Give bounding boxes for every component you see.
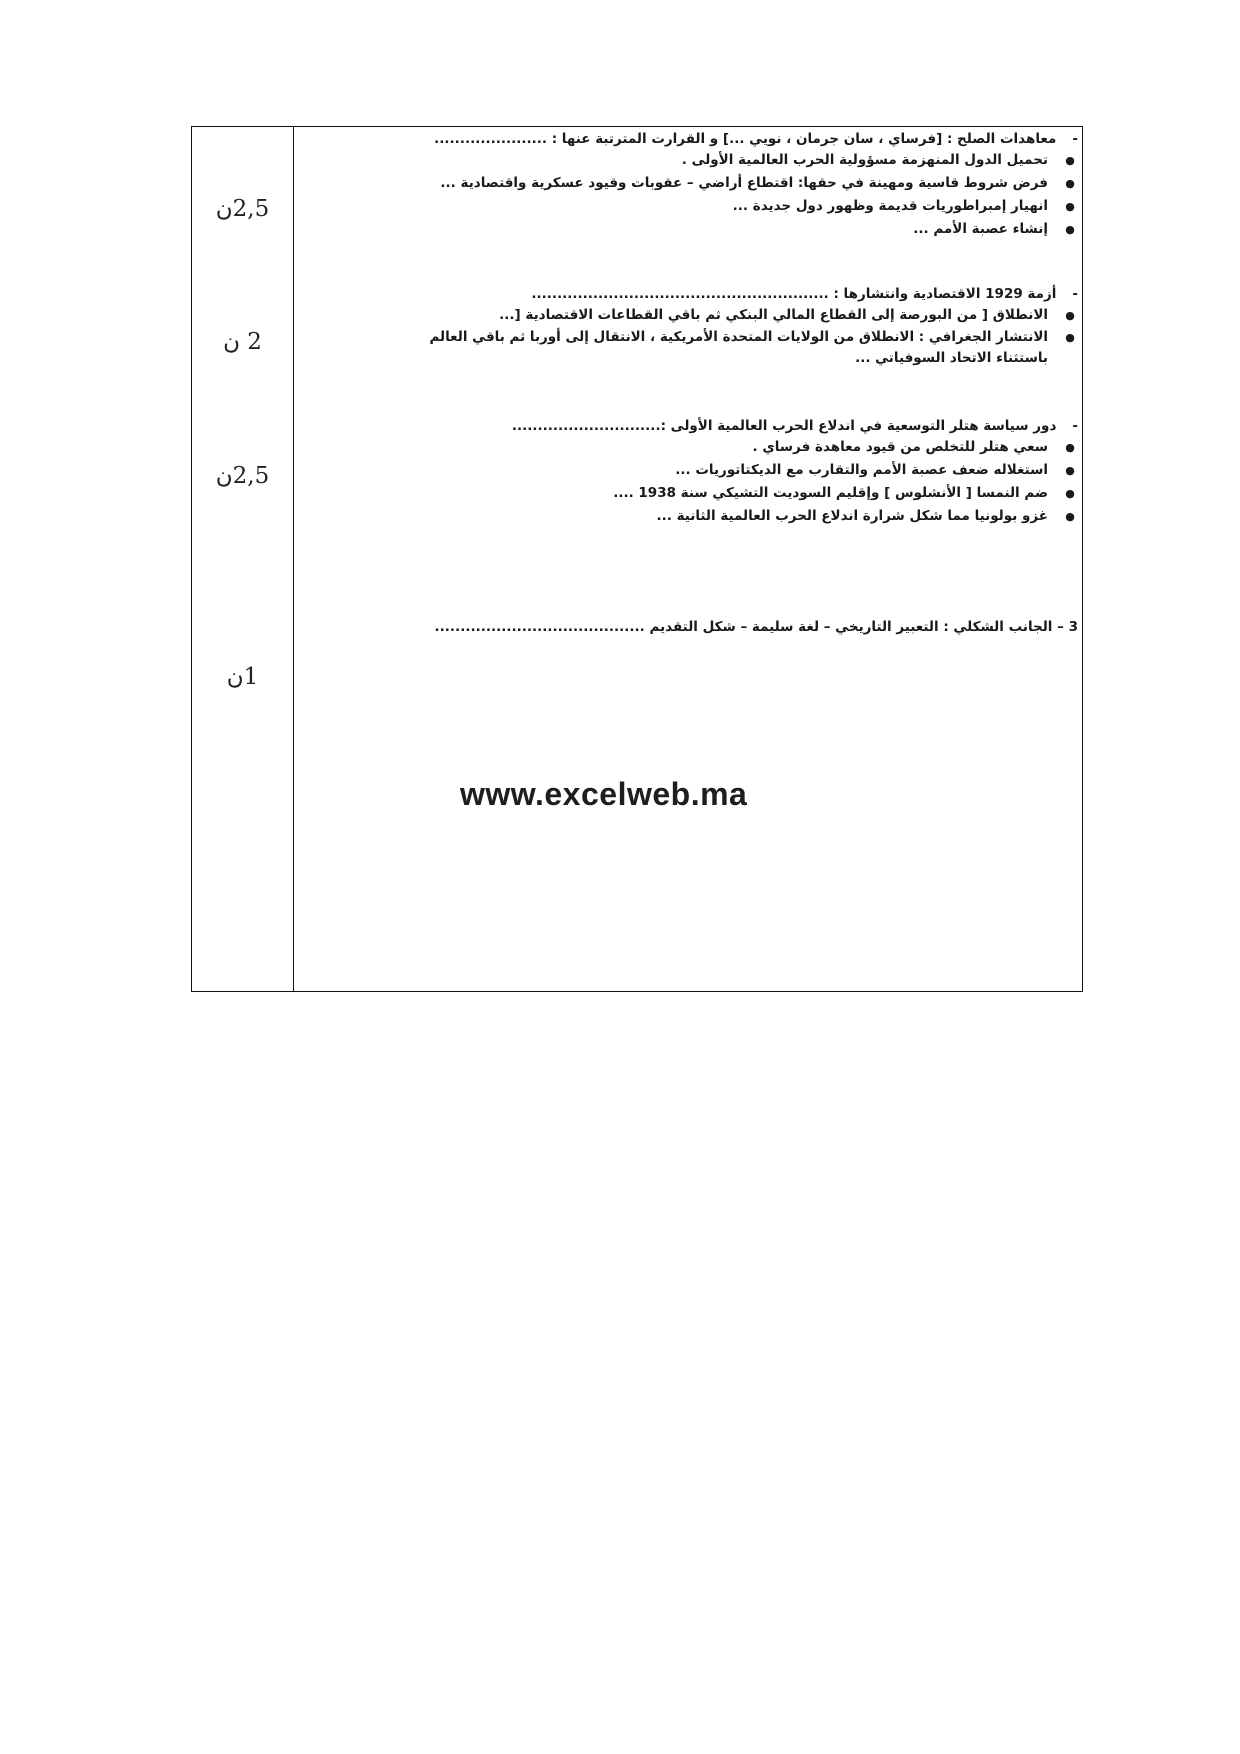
list-item: ● انهيار إمبراطوريات قديمة وظهور دول جديدة ...: [434, 195, 1048, 218]
section-heading: [388, 284, 1078, 304]
heading-text: 3 – الجانب الشكلي : التعبير التاريخي – لغة سليمة – شكل التقديم .........................................: [434, 619, 1078, 635]
bullet-icon: ●: [1065, 441, 1075, 454]
answer-content: [295, 127, 1082, 991]
score-section-1: 2,5ن: [215, 196, 270, 222]
bullet-icon: ●: [1065, 331, 1075, 344]
bullet-list: [512, 436, 1078, 528]
list-item: ● فرض شروط قاسية ومهينة في حقها: اقتطاع أراضي – عقوبات وقيود عسكرية واقتصادية ...: [434, 172, 1048, 195]
bullet-icon: ●: [1065, 177, 1075, 190]
bullet-icon: ●: [1065, 200, 1075, 213]
bullet-icon: ●: [1065, 309, 1075, 322]
heading-text: أزمة 1929 الاقتصادية وانتشارها : ..........................................................: [531, 286, 1057, 302]
bullet-list: [388, 304, 1078, 369]
column-divider: [293, 127, 294, 991]
heading-dash: -: [1072, 131, 1078, 147]
bullet-list: [434, 149, 1078, 241]
section-heading: [435, 617, 1078, 637]
section-peace-treaties: [434, 129, 1078, 241]
bullet-icon: ●: [1065, 154, 1075, 167]
heading-text: معاهدات الصلح : [فرساي ، سان جرمان ، نويي ...] و القرارت المترتبة عنها : ......................: [434, 131, 1057, 147]
list-item: ● تحميل الدول المنهزمة مسؤولية الحرب العالمية الأولى .: [434, 149, 1048, 172]
heading-dash: -: [1072, 418, 1078, 434]
list-item: ● غزو بولونيا مما شكل شرارة اندلاع الحرب العالمية الثانية ...: [512, 505, 1048, 528]
section-heading: [434, 129, 1078, 149]
score-section-2: 2 ن: [223, 329, 262, 355]
score-section-4: 1ن: [226, 664, 259, 690]
bullet-icon: ●: [1065, 464, 1075, 477]
section-heading: [512, 416, 1078, 436]
list-item: ● الانطلاق [ من البورصة إلى القطاع المالي البنكي ثم باقي القطاعات الاقتصادية [...: [388, 304, 1048, 327]
answer-table: [191, 126, 1083, 992]
list-item: ● استغلاله ضعف عصبة الأمم والتقارب مع الديكتاتوريات ...: [512, 459, 1048, 482]
bullet-icon: ●: [1065, 223, 1075, 236]
section-1929-crisis: [388, 284, 1078, 369]
list-item: ● الانتشار الجغرافي : الانطلاق من الولايات المتحدة الأمريكية ، الانتقال إلى أوربا ثم باقي العالم باستثناء الاتحاد السوفياتي ...: [388, 327, 1048, 369]
bullet-icon: ●: [1065, 487, 1075, 500]
heading-dash: -: [1072, 286, 1078, 302]
list-item: ● ضم النمسا [ الأنشلوس ] وإقليم السوديت التشيكي سنة 1938 ....: [512, 482, 1048, 505]
heading-text: دور سياسة هتلر التوسعية في اندلاع الحرب العالمية الأولى :.............................: [511, 418, 1057, 434]
list-item: ● إنشاء عصبة الأمم ...: [434, 218, 1048, 241]
bullet-icon: ●: [1065, 510, 1075, 523]
list-item: ● سعي هتلر للتخلص من قيود معاهدة فرساي .: [512, 436, 1048, 459]
section-formal-aspect: [435, 617, 1078, 637]
score-section-3: 2,5ن: [215, 463, 270, 489]
website-watermark: www.excelweb.ma: [460, 776, 748, 812]
section-hitler-policy: [512, 416, 1078, 528]
